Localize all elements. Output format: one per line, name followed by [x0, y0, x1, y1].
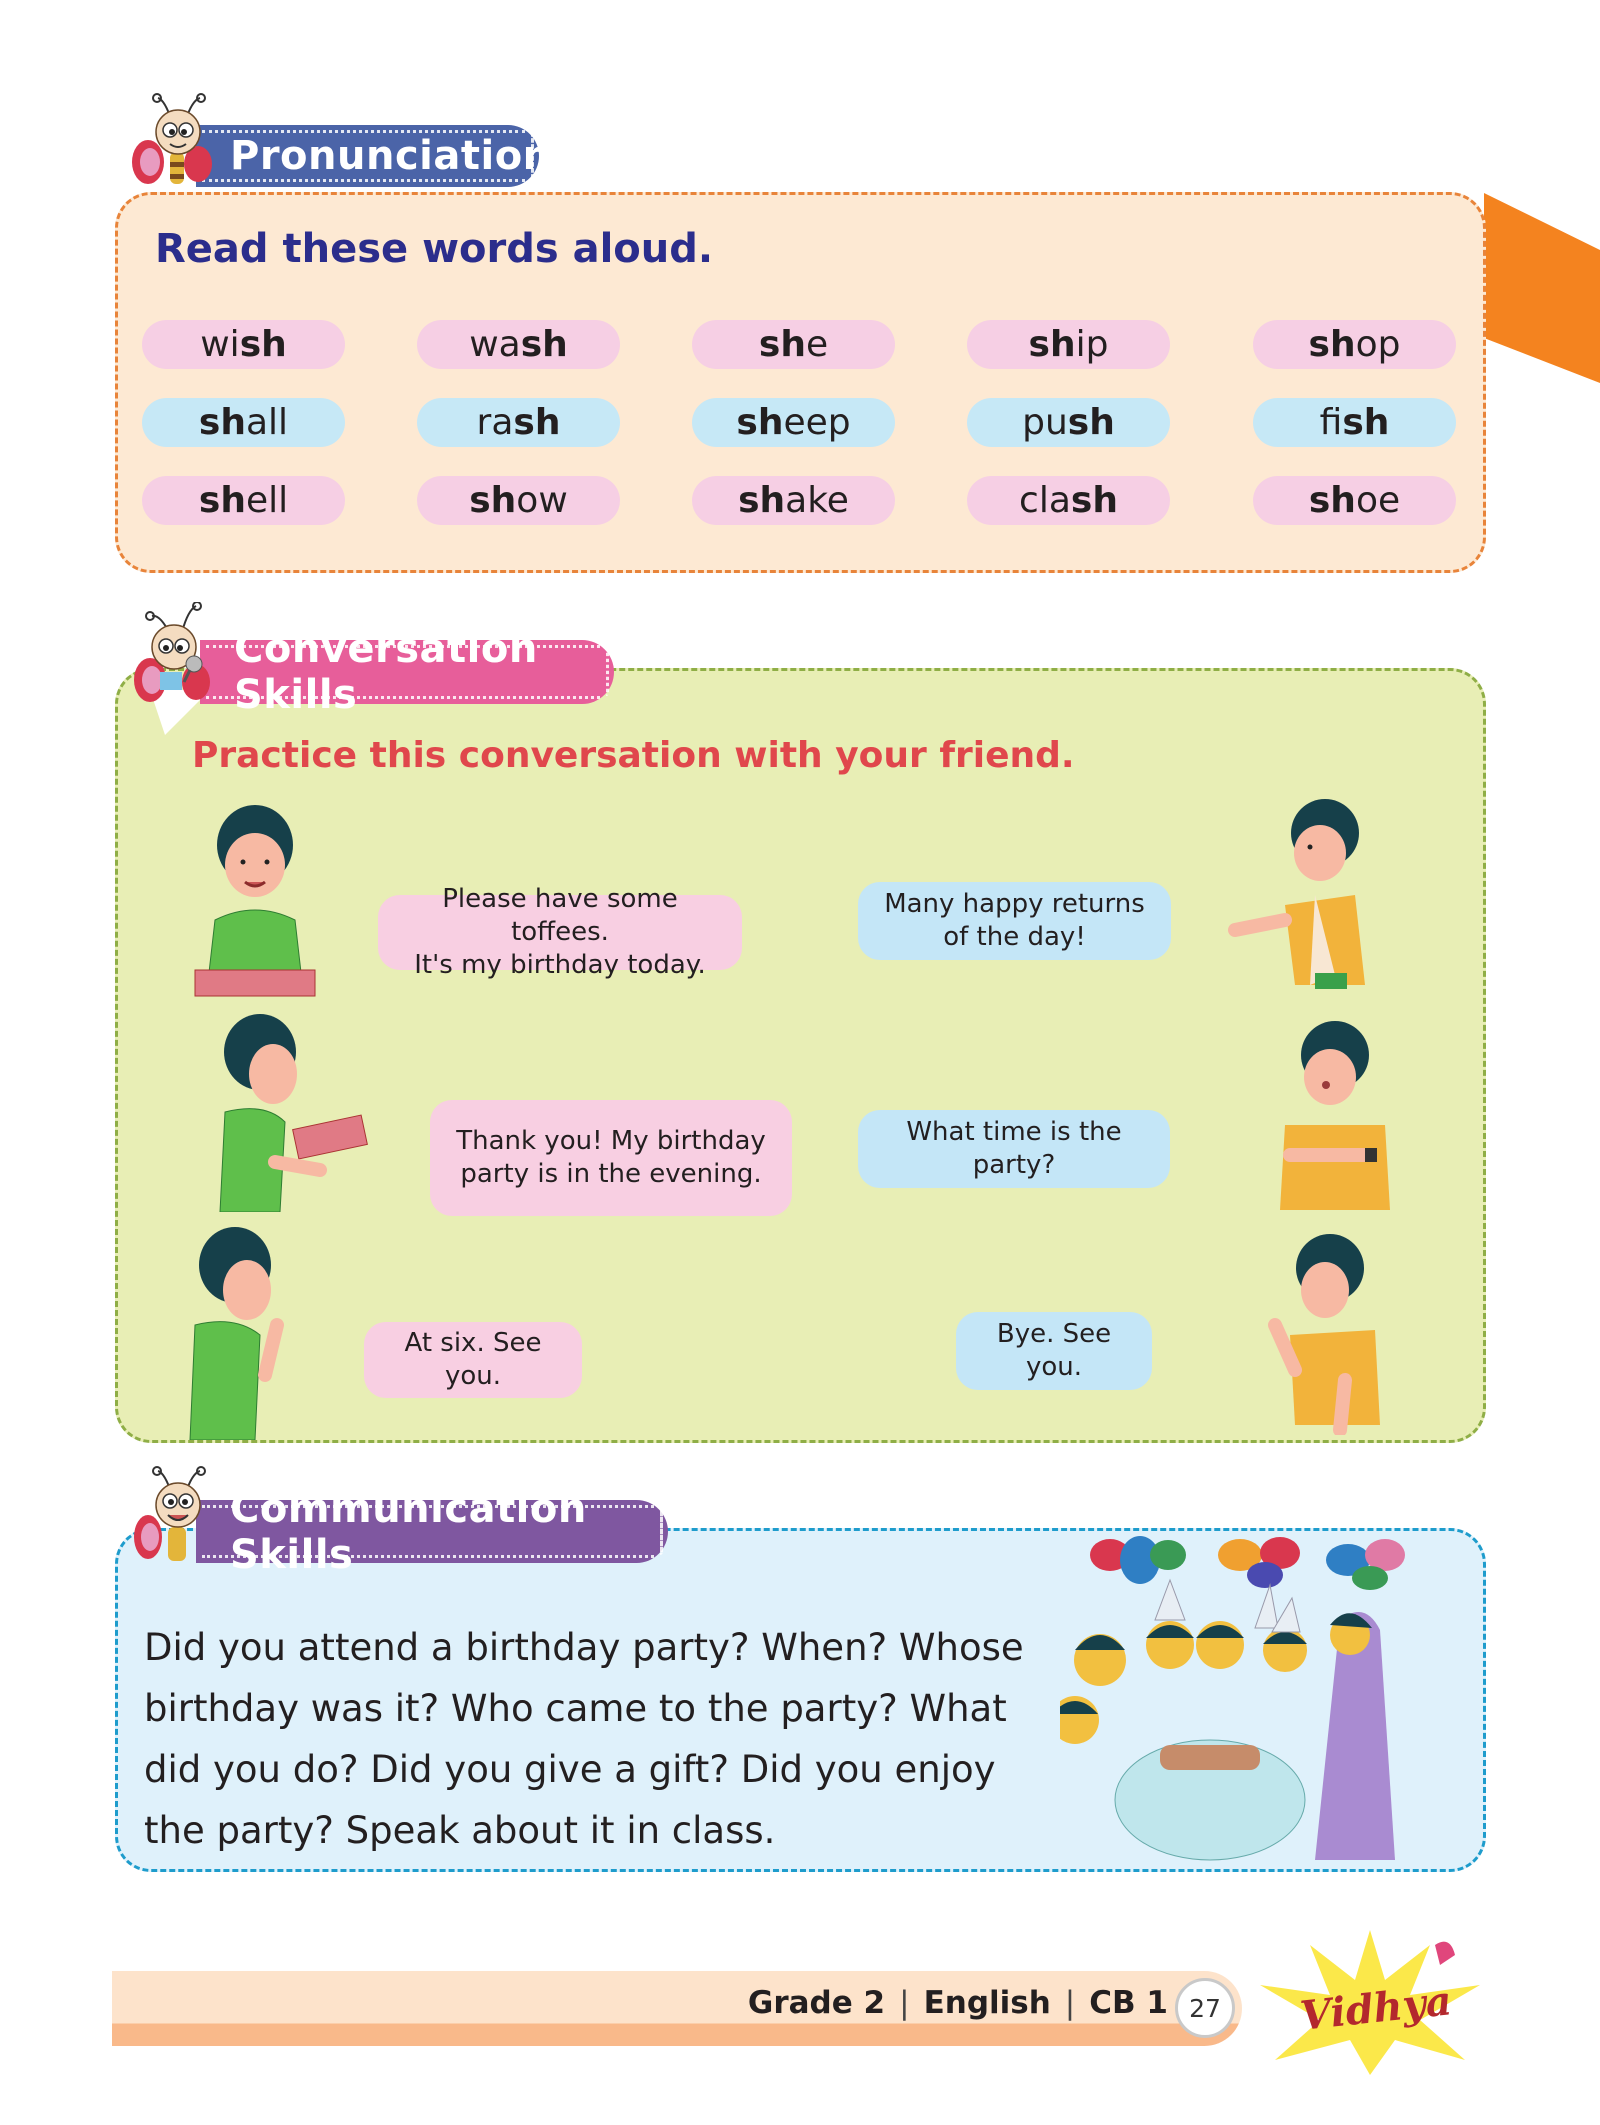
- word-digraph-bold: sh: [520, 324, 568, 365]
- vidhya-logo-text: Vidhya: [1297, 1977, 1454, 2040]
- word-part: e: [805, 324, 829, 365]
- word-part: wi: [200, 324, 240, 365]
- word-digraph-bold: sh: [738, 480, 786, 521]
- bubble-3-line-2: party is in the evening.: [460, 1159, 762, 1189]
- word-digraph-bold: sh: [198, 480, 246, 521]
- friend-illustration: [1215, 795, 1395, 995]
- word-digraph-bold: sh: [1028, 324, 1076, 365]
- word-part: ake: [785, 480, 849, 521]
- bubble-1-line-1: Please have some toffees.: [442, 884, 678, 947]
- word-digraph-bold: sh: [513, 402, 561, 443]
- speech-bubble-4: [858, 1110, 1170, 1188]
- footer-subject: English: [923, 1985, 1051, 2021]
- word-part: eep: [783, 402, 851, 443]
- communication-header-title: Communication Skills: [230, 1485, 587, 1578]
- pronunciation-header: [196, 125, 552, 187]
- page-number: 27: [1175, 1978, 1235, 2038]
- word-pill: [1253, 320, 1456, 369]
- corner-tab-decoration: [1484, 193, 1600, 383]
- communication-header: [196, 1485, 668, 1578]
- footer-book: CB 1: [1089, 1985, 1168, 2021]
- speech-bubble-2: [858, 882, 1171, 960]
- word-digraph-bold: sh: [758, 324, 806, 365]
- word-digraph-bold: sh: [1070, 480, 1118, 521]
- word-part: op: [1355, 324, 1401, 365]
- butterfly-mascot-microphone-icon: [130, 602, 230, 712]
- conversation-header-title: Conversation Skills: [234, 626, 538, 718]
- butterfly-mascot-icon: [130, 92, 230, 192]
- bubble-3-line-1: Thank you! My birthday: [456, 1126, 766, 1156]
- word-part: ell: [245, 480, 289, 521]
- footer-course-info: [748, 1985, 1168, 2021]
- word-pill: [417, 476, 620, 525]
- word-digraph-bold: sh: [198, 402, 246, 443]
- pronunciation-header-title: Pronunciation: [230, 133, 552, 179]
- word-digraph-bold: sh: [239, 324, 287, 365]
- pronunciation-instruction: Read these words aloud.: [155, 226, 714, 272]
- speech-bubble-3: [430, 1100, 792, 1216]
- word-digraph-bold: sh: [1308, 324, 1356, 365]
- word-pill: [967, 398, 1170, 447]
- birthday-boy-waving-illustration: [185, 1225, 305, 1440]
- word-pill: [967, 476, 1170, 525]
- butterfly-mascot-thumbs-up-icon: [130, 1465, 225, 1570]
- word-pill: [692, 476, 895, 525]
- speech-bubble-5: [364, 1322, 582, 1398]
- conversation-instruction: Practice this conversation with your friend.: [192, 735, 1075, 776]
- birthday-party-illustration: [1060, 1520, 1460, 1865]
- conversation-header: [200, 626, 614, 718]
- word-pill: [142, 476, 345, 525]
- word-part: ow: [516, 480, 568, 521]
- footer-separator-2: |: [1064, 1985, 1076, 2021]
- word-part: fi: [1319, 402, 1343, 443]
- communication-prompt: [144, 1617, 1064, 1861]
- bubble-2-line-2: of the day!: [943, 922, 1086, 952]
- bubble-5-line-1: At six. See you.: [404, 1328, 542, 1391]
- word-digraph-bold: sh: [1342, 402, 1390, 443]
- friend-checking-watch-illustration: [1260, 1015, 1410, 1215]
- word-pill: [967, 320, 1170, 369]
- word-digraph-bold: sh: [736, 402, 784, 443]
- word-pill: [692, 320, 895, 369]
- bubble-1-line-2: It's my birthday today.: [414, 950, 706, 980]
- word-part: wa: [469, 324, 521, 365]
- bubble-4-line-1: What time is the party?: [906, 1117, 1122, 1180]
- word-pill: [417, 320, 620, 369]
- word-part: pu: [1022, 402, 1068, 443]
- communication-line-4: the party? Speak about it in class.: [144, 1809, 776, 1852]
- word-digraph-bold: sh: [469, 480, 517, 521]
- word-part: oe: [1355, 480, 1401, 521]
- word-pill: [142, 320, 345, 369]
- word-part: cla: [1019, 480, 1071, 521]
- word-part: ip: [1075, 324, 1109, 365]
- word-pill: [1253, 398, 1456, 447]
- word-pill: [692, 398, 895, 447]
- communication-line-1: Did you attend a birthday party? When? Whose: [144, 1626, 1024, 1669]
- word-digraph-bold: sh: [1308, 480, 1356, 521]
- bubble-6-line-1: Bye. See you.: [996, 1319, 1112, 1382]
- bubble-2-line-1: Many happy returns: [884, 889, 1145, 919]
- word-pill: [142, 398, 345, 447]
- speech-bubble-1: [378, 884, 742, 980]
- footer-grade: Grade 2: [747, 1985, 886, 2021]
- footer-separator-1: |: [899, 1985, 910, 2021]
- word-digraph-bold: sh: [1067, 402, 1115, 443]
- word-pill: [1253, 476, 1456, 525]
- word-part: all: [245, 402, 289, 443]
- friend-waving-illustration: [1245, 1230, 1395, 1435]
- speech-bubble-6: [956, 1312, 1152, 1390]
- communication-line-2: birthday was it? Who came to the party? What: [144, 1687, 1007, 1730]
- word-pill: [417, 398, 620, 447]
- word-part: ra: [476, 402, 514, 443]
- balloons-icon: [1090, 1536, 1405, 1590]
- communication-line-3: did you do? Did you give a gift? Did you enjoy: [144, 1748, 996, 1791]
- birthday-boy-illustration: [185, 800, 325, 1010]
- birthday-boy-side-illustration: [205, 1012, 385, 1212]
